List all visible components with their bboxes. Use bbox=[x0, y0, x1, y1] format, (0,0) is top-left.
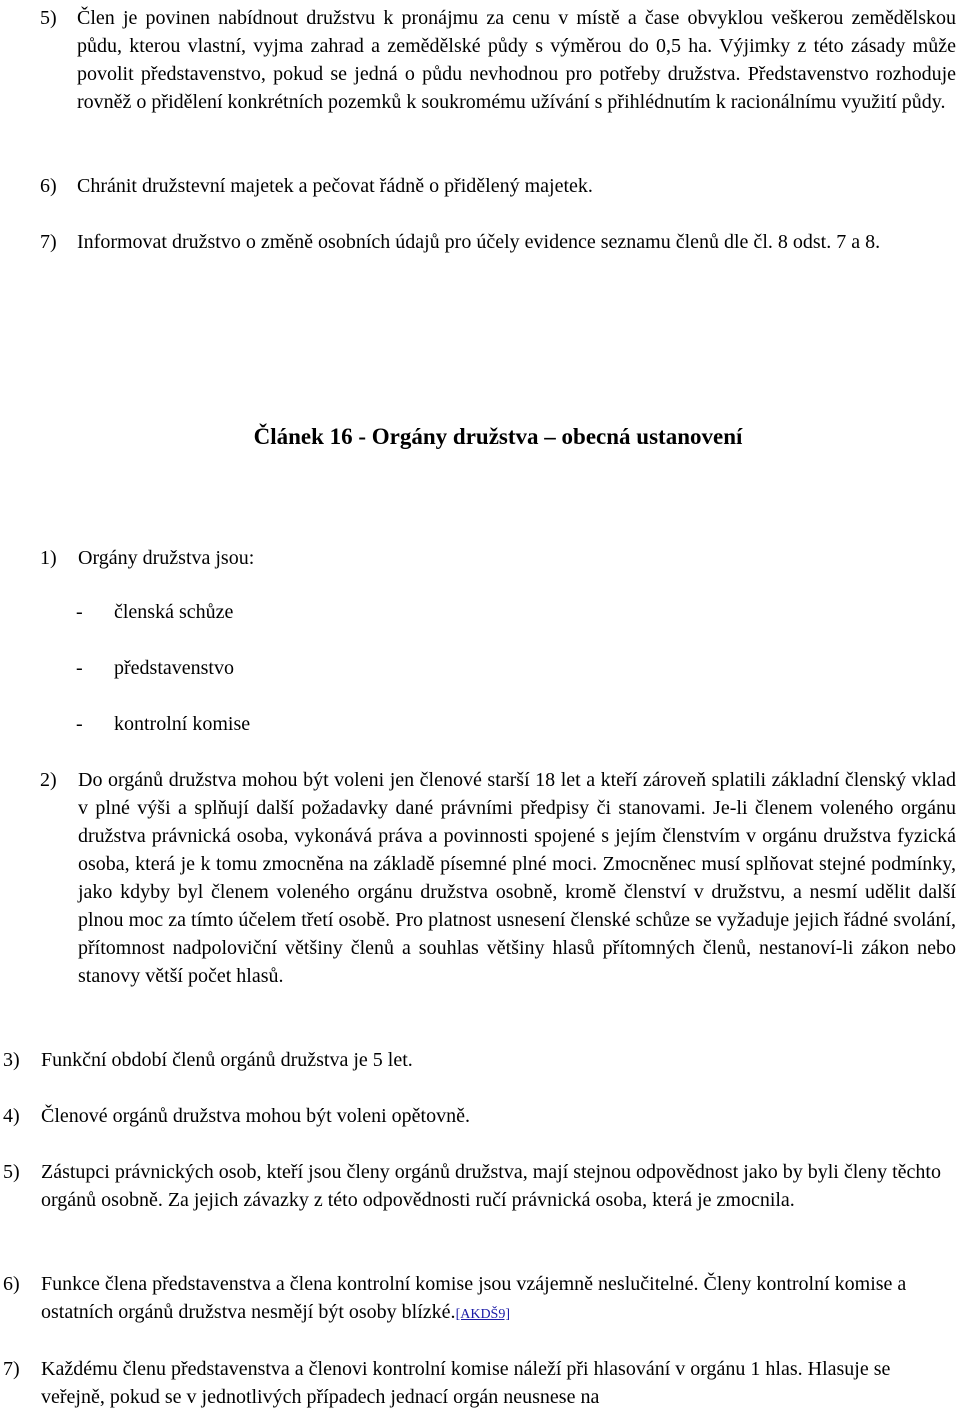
bullet-text: členská schůze bbox=[114, 601, 234, 623]
section-number: 2) bbox=[40, 769, 57, 791]
item-text: Člen je povinen nabídnout družstvu k pronájmu za cenu v místě a čase obvyklou veškerou zemědělskou půdu, kterou vlastní, vyjma zahrad a zemědělské půdy s výměrou do 0,5 ha. Výjimky z této zásady může povolit představenstvo, pokud se jedná o půdu nevhodnou pro potřeby družstva. Představenstvo rozhoduje rovněž o přidělení konkrétních pozemků k soukromému užívání s přihlédnutím k racionálnímu využití půdy. bbox=[77, 7, 956, 113]
section-text: Funkce člena představenstva a člena kontrolní komise jsou vzájemně neslučitelné. Členy kontrolní komise a ostatních orgánů družstva nesmějí být osoby blízké. bbox=[41, 1273, 907, 1323]
list-item-6 bbox=[40, 172, 956, 200]
item-number: 7) bbox=[40, 231, 57, 253]
bullet-item bbox=[76, 598, 233, 626]
section-7 bbox=[3, 1355, 956, 1411]
section-text: Členové orgánů družstva mohou být voleni opětovně. bbox=[41, 1105, 470, 1127]
section-text: Funkční období členů orgánů družstva je 5 let. bbox=[41, 1049, 413, 1071]
bullet-text: představenstvo bbox=[114, 657, 234, 679]
item-text: Chránit družstevní majetek a pečovat řádně o přidělený majetek. bbox=[77, 175, 593, 197]
item-text: Informovat družstvo o změně osobních údajů pro účely evidence seznamu členů dle čl. 8 odst. 7 a 8. bbox=[77, 231, 881, 253]
section-text: Orgány družstva jsou: bbox=[78, 547, 255, 569]
bullet-item bbox=[76, 654, 234, 682]
comment-reference-link[interactable]: [AKDŠ9] bbox=[455, 1307, 511, 1322]
bullet-dash: - bbox=[76, 713, 83, 735]
section-text: Do orgánů družstva mohou být voleni jen členové starší 18 let a kteří zároveň splatili základní členský vklad v plné výši a splňují další požadavky dané právními předpisy či stanovami. Je-li členem voleného orgánu družstva právnická osoba, vykonává práva a povinnosti spojené s jejím členstvím v orgánu družstva fyzická osoba, která je k tomu zmocněna na základě písemné plné moci. Zmocněnec musí splňovat stejné podmínky, jako kdyby byl členem voleného orgánu družstva osobně, kromě členství v družstvu, a nesmí udělit další plnou moc za tímto účelem třetí osobě. Pro platnost usnesení členské schůze se vyžaduje jejich řádné svolání, přítomnost nadpoloviční většiny členů a souhlas většiny hlasů přítomných členů, nestanoví-li zákon nebo stanovy větší počet hlasů. bbox=[78, 769, 956, 987]
list-item-7 bbox=[40, 228, 956, 256]
section-5 bbox=[3, 1158, 956, 1214]
article-heading: Článek 16 - Orgány družstva – obecná ustanovení bbox=[253, 424, 743, 449]
section-number: 3) bbox=[3, 1049, 20, 1071]
bullet-dash: - bbox=[76, 601, 83, 623]
section-number: 7) bbox=[3, 1358, 20, 1380]
section-3 bbox=[3, 1046, 956, 1074]
section-number: 4) bbox=[3, 1105, 20, 1127]
bullet-item bbox=[76, 710, 250, 738]
section-text: Každému členu představenstva a členovi kontrolní komise náleží při hlasování v orgánu 1 hlas. Hlasuje se veřejně, pokud se v jednotlivých případech jednací orgán neusnese na bbox=[41, 1358, 891, 1408]
section-text-wrap bbox=[41, 1270, 956, 1329]
section-number: 6) bbox=[3, 1273, 20, 1295]
list-item-5 bbox=[40, 4, 956, 116]
item-number: 5) bbox=[40, 7, 57, 29]
section-1 bbox=[40, 544, 956, 572]
section-4 bbox=[3, 1102, 956, 1130]
bullet-dash: - bbox=[76, 657, 83, 679]
section-2 bbox=[40, 766, 956, 990]
item-number: 6) bbox=[40, 175, 57, 197]
section-text: Zástupci právnických osob, kteří jsou členy orgánů družstva, mají stejnou odpovědnost jako by byli členy těchto orgánů osobně. Za jejich závazky z této odpovědnosti ručí právnická osoba, která je zmocnila. bbox=[41, 1161, 941, 1211]
section-6 bbox=[3, 1270, 956, 1329]
bullet-text: kontrolní komise bbox=[114, 713, 251, 735]
section-number: 1) bbox=[40, 547, 57, 569]
section-number: 5) bbox=[3, 1161, 20, 1183]
